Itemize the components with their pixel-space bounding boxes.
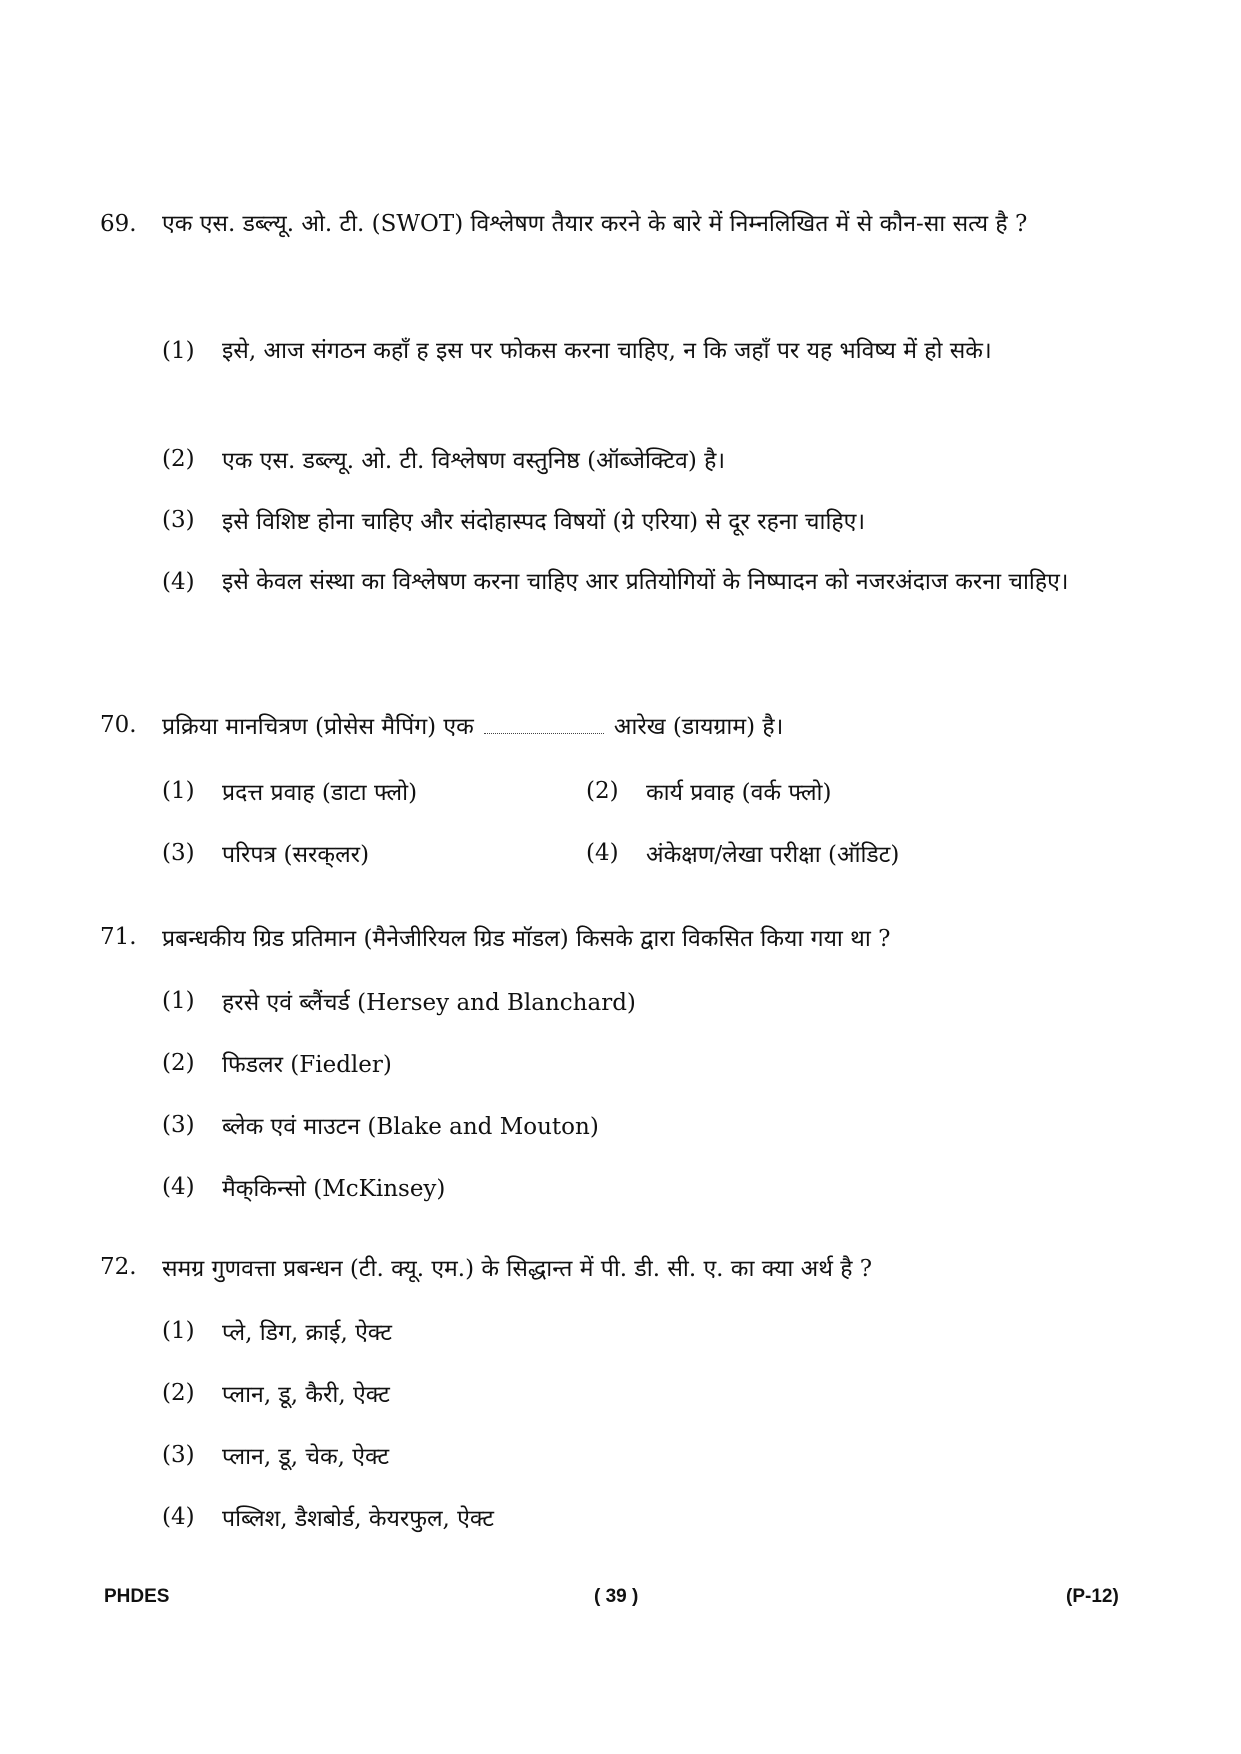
q70-option-2 — [586, 778, 1026, 808]
q72-option-2 — [162, 1380, 1140, 1410]
option-number: (2) — [162, 446, 195, 472]
q71-option-4 — [162, 1174, 1140, 1204]
q71-option-3 — [162, 1112, 1140, 1142]
option-text: इसे, आज संगठन कहाँ ह इस पर फोकस करना चाहिए, न कि जहाँ पर यह भविष्य में हो सके। — [222, 338, 992, 364]
q72-option-4 — [162, 1504, 1140, 1534]
option-text: फिडलर (Fiedler) — [222, 1052, 392, 1078]
q69-option-4 — [162, 553, 1140, 613]
page-number: ( 39 ) — [594, 1586, 639, 1607]
question-number: 69. — [100, 211, 137, 237]
fill-in-blank — [484, 719, 604, 734]
option-number: (4) — [162, 1174, 195, 1200]
q69-option-1 — [162, 322, 1140, 382]
option-text: इसे केवल संस्था का विश्लेषण करना चाहिए आर प्रतियोगियों के निष्पादन को नजरअंदाज करना चाहिए। — [222, 569, 1069, 595]
question-70 — [100, 712, 1140, 742]
option-number: (1) — [162, 988, 195, 1014]
question-text: प्रबन्धकीय ग्रिड प्रतिमान (मैनेजीरियल ग्रिड मॉडल) किसके द्वारा विकसित किया गया था ? — [162, 926, 891, 952]
option-number: (1) — [162, 1318, 195, 1344]
option-number: (4) — [586, 840, 619, 866]
option-text: मैक्‌किन्सो (McKinsey) — [222, 1176, 446, 1202]
question-number: 72. — [100, 1254, 137, 1280]
question-text: एक एस. डब्ल्यू. ओ. टी. (SWOT) विश्लेषण तैयार करने के बारे में निम्नलिखित में से कौन-सा सत्य है ? — [162, 211, 1028, 237]
q70-option-3 — [162, 840, 602, 870]
option-text: ब्लेक एवं माउटन (Blake and Mouton) — [222, 1114, 599, 1140]
q69-option-3 — [162, 507, 1140, 537]
q70-option-1 — [162, 778, 602, 808]
option-number: (3) — [162, 1112, 195, 1138]
q70-option-4 — [586, 840, 1026, 870]
option-text: प्लान, डू, चेक, ऐक्ट — [222, 1444, 390, 1470]
option-number: (3) — [162, 507, 195, 533]
question-text-after-blank: आरेख (डायग्राम) है। — [613, 714, 784, 740]
question-number: 71. — [100, 924, 137, 950]
footer-code: PHDES — [104, 1586, 170, 1607]
option-text: प्लान, डू, कैरी, ऐक्ट — [222, 1382, 390, 1408]
question-text-before-blank: प्रक्रिया मानचित्रण (प्रोसेस मैपिंग) एक — [162, 714, 474, 740]
q72-option-3 — [162, 1442, 1140, 1472]
option-number: (2) — [586, 778, 619, 804]
option-number: (1) — [162, 338, 195, 364]
footer-page-code: (P-12) — [1066, 1586, 1119, 1607]
question-71 — [100, 924, 1140, 954]
q69-option-2 — [162, 446, 1140, 476]
question-number: 70. — [100, 712, 137, 738]
question-72 — [100, 1254, 1140, 1284]
option-text: इसे विशिष्ट होना चाहिए और संदोहास्पद विषयों (ग्रे एरिया) से दूर रहना चाहिए। — [222, 509, 866, 535]
q71-option-2 — [162, 1050, 1140, 1080]
option-number: (2) — [162, 1050, 195, 1076]
question-text: समग्र गुणवत्ता प्रबन्धन (टी. क्यू. एम.) के सिद्धान्त में पी. डी. सी. ए. का क्या अर्थ है ? — [162, 1256, 873, 1282]
option-text: परिपत्र (सरक्‌लर) — [222, 842, 370, 868]
q72-option-1 — [162, 1318, 1140, 1348]
option-number: (1) — [162, 778, 195, 804]
option-text: अंकेक्षण/लेखा परीक्षा (ऑडिट) — [646, 842, 900, 868]
option-text: कार्य प्रवाह (वर्क फ्लो) — [646, 780, 832, 806]
option-number: (4) — [162, 1504, 195, 1530]
option-text: पब्लिश, डैशबोर्ड, केयरफुल, ऐक्ट — [222, 1506, 495, 1532]
option-number: (4) — [162, 569, 195, 595]
option-text: प्रदत्त प्रवाह (डाटा फ्लो) — [222, 780, 418, 806]
question-69 — [100, 195, 1140, 255]
option-text: प्ले, डिग, क्राई, ऐक्ट — [222, 1320, 392, 1346]
option-text: एक एस. डब्ल्यू. ओ. टी. विश्लेषण वस्तुनिष्ठ (ऑब्जेक्टिव) है। — [222, 448, 726, 474]
q71-option-1 — [162, 988, 1140, 1018]
question-text — [162, 712, 1140, 742]
option-number: (3) — [162, 1442, 195, 1468]
option-number: (3) — [162, 840, 195, 866]
option-text: हरसे एवं ब्लैंचर्ड (Hersey and Blanchard) — [222, 990, 636, 1016]
option-number: (2) — [162, 1380, 195, 1406]
